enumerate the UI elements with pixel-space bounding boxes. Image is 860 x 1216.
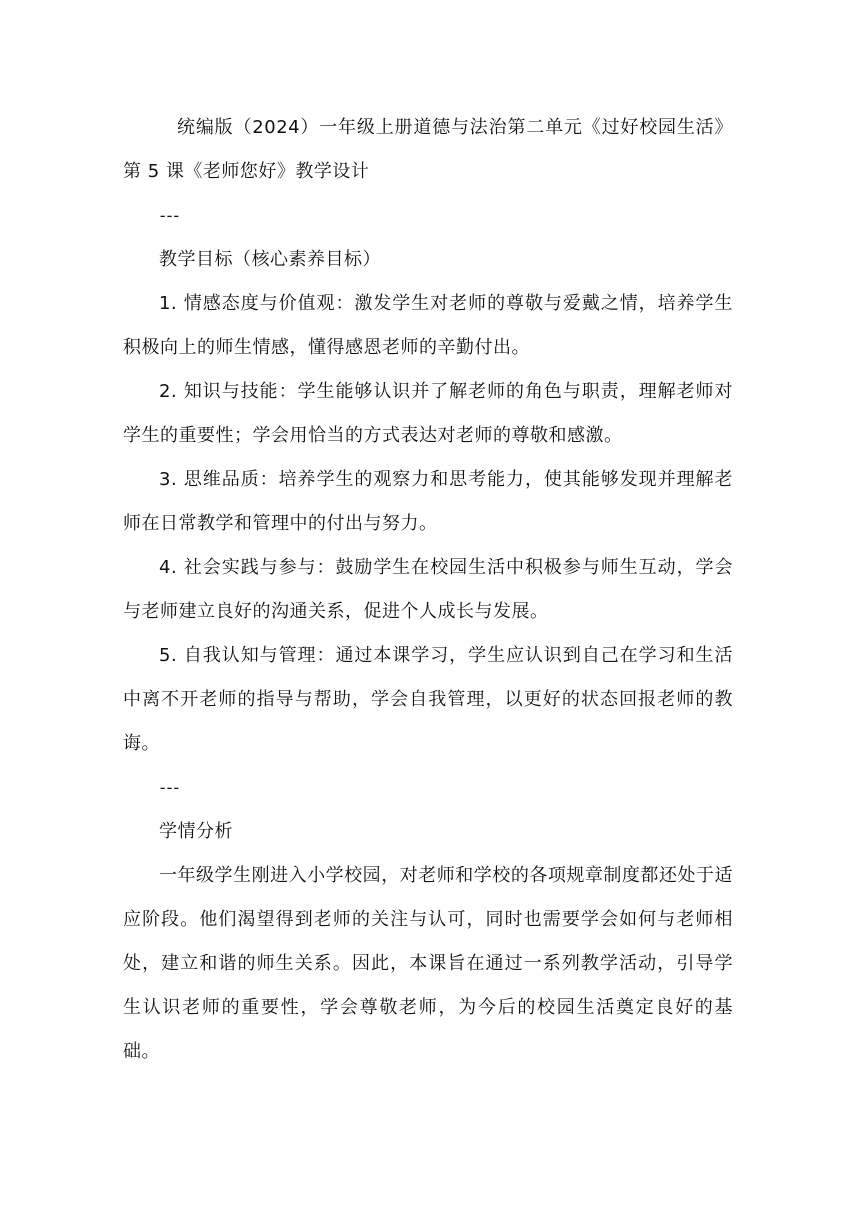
separator: --- — [159, 778, 181, 797]
document-title: 统编版（2024）一年级上册道德与法治第二单元《过好校园生活》第 5 课《老师您好》教学设计 — [123, 117, 733, 182]
objectives-heading: 教学目标（核心素养目标） — [159, 249, 381, 270]
objective-item: 4. 社会实践与参与：鼓励学生在校园生活中积极参与师生互动，学会与老师建立良好的沟通关系，促进个人成长与发展。 — [123, 557, 733, 622]
objective-item: 1. 情感态度与价值观：激发学生对老师的尊敬与爱戴之情，培养学生积极向上的师生情感，懂得感恩老师的辛勤付出。 — [123, 293, 733, 358]
objective-item: 2. 知识与技能：学生能够认识并了解老师的角色与职责，理解老师对学生的重要性；学会用恰当的方式表达对老师的尊敬和感激。 — [123, 381, 733, 446]
analysis-paragraph: 一年级学生刚进入小学校园，对老师和学校的各项规章制度都还处于适应阶段。他们渴望得到老师的关注与认可，同时也需要学会如何与老师相处，建立和谐的师生关系。因此，本课旨在通过一系列教学活动，引导学生认识老师的重要性，学会尊敬老师，为今后的校园生活奠定良好的基础。 — [123, 865, 733, 1062]
objective-item: 3. 思维品质：培养学生的观察力和思考能力，使其能够发现并理解老师在日常教学和管理中的付出与努力。 — [123, 469, 733, 534]
objective-item: 5. 自我认知与管理：通过本课学习，学生应认识到自己在学习和生活中离不开老师的指导与帮助，学会自我管理，以更好的状态回报老师的教诲。 — [123, 645, 733, 754]
separator: --- — [159, 206, 181, 225]
document-body — [123, 106, 733, 1074]
analysis-heading: 学情分析 — [159, 821, 233, 842]
